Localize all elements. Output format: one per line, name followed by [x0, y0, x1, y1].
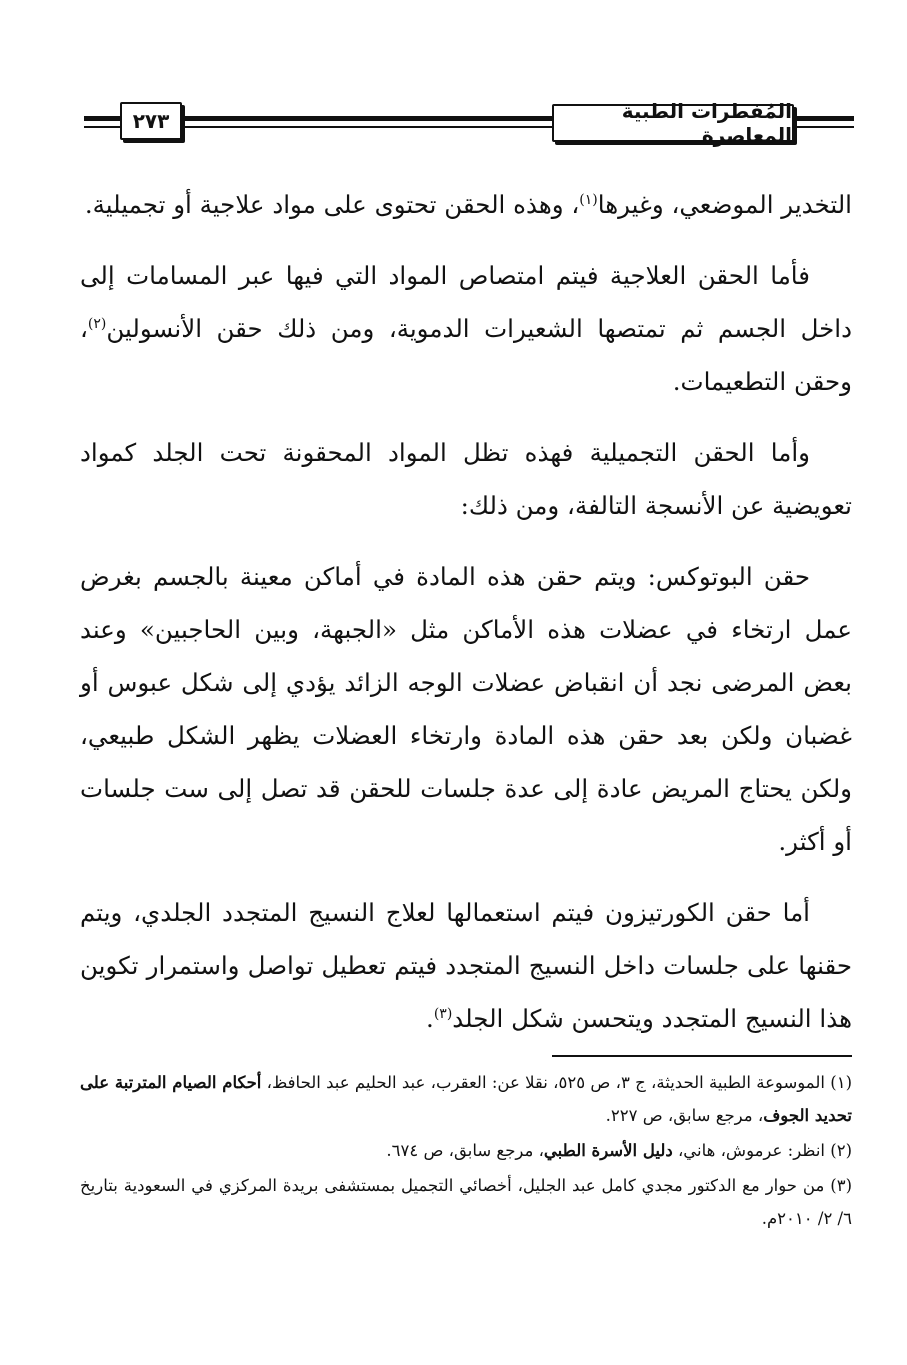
paragraph-3: وأما الحقن التجميلية فهذه تظل المواد المحقونة تحت الجلد كمواد تعويضية عن الأنسجة التالفة، ومن ذلك: — [80, 438, 852, 520]
paragraph-4: حقن البوتوكس: ويتم حقن هذه المادة في أماكن معينة بالجسم بغرض عمل ارتخاء في عضلات هذه الأماكن مثل «الجبهة، وبين الحاجبين» وعند بعض المرضى نجد أن انقباض عضلات الوجه الزائد يؤدي إلى شكل عبوس أو غضبان ولكن بعد حقن هذه المادة وارتخاء العضلات يظهر الشكل طبيعي، ولكن يحتاج المريض عادة إلى عدة جلسات للحقن قد تصل إلى ست جلسات أو أكثر. — [80, 562, 852, 856]
footnote-ref-2: (٢) — [87, 315, 107, 332]
main-text — [80, 178, 852, 1063]
footnotes — [80, 1066, 852, 1237]
page-header — [84, 96, 854, 146]
footnote-ref-1: (١) — [579, 191, 598, 208]
footnote-separator — [552, 1055, 852, 1057]
paragraph-5: أما حقن الكورتيزون فيتم استعمالها لعلاج النسيج المتجدد الجلدي، ويتم حقنها على جلسات داخل النسيج المتجدد فيتم تعطيل تواصل واستمرار تكوين هذا النسيج المتجدد ويتحسن شكل الجلد$^{(٣)}$. — [80, 898, 852, 1033]
paragraph-1: التخدير الموضعي، وغيرها$^{(١)}$، وهذه الحقن تحتوى على مواد علاجية أو تجميلية. — [84, 190, 852, 219]
footnote-2: (٢) انظر: عرموش، هاني، دليل الأسرة الطبي، مرجع سابق، ص ٦٧٤. — [386, 1141, 852, 1160]
running-title: المُفطرات الطبية المعاصرة — [552, 104, 794, 142]
page-number: ٢٧٣ — [120, 102, 182, 140]
footnote-1: (١) الموسوعة الطبية الحديثة، ج ٣، ص ٥٢٥، نقلا عن: العقرب، عبد الحليم عبد الحافظ، أحكام الصيام المترتبة على تحديد الجوف، مرجع سابق، ص ٢٢٧. — [80, 1073, 852, 1125]
footnote-3: (٣) من حوار مع الدكتور مجدي كامل عبد الجليل، أخصائي التجميل بمستشفى بريدة المركزي في السعودية بتاريخ ٦/ ٢/ ٢٠١٠م. — [80, 1176, 852, 1228]
footnote-ref-3: (٣) — [433, 1005, 453, 1022]
paragraph-2: فأما الحقن العلاجية فيتم امتصاص المواد التي فيها عبر المسامات إلى داخل الجسم ثم تمتصها الشعيرات الدموية، ومن ذلك حقن الأنسولين$^{(٢)}$، وحقن التطعيمات. — [80, 261, 852, 396]
